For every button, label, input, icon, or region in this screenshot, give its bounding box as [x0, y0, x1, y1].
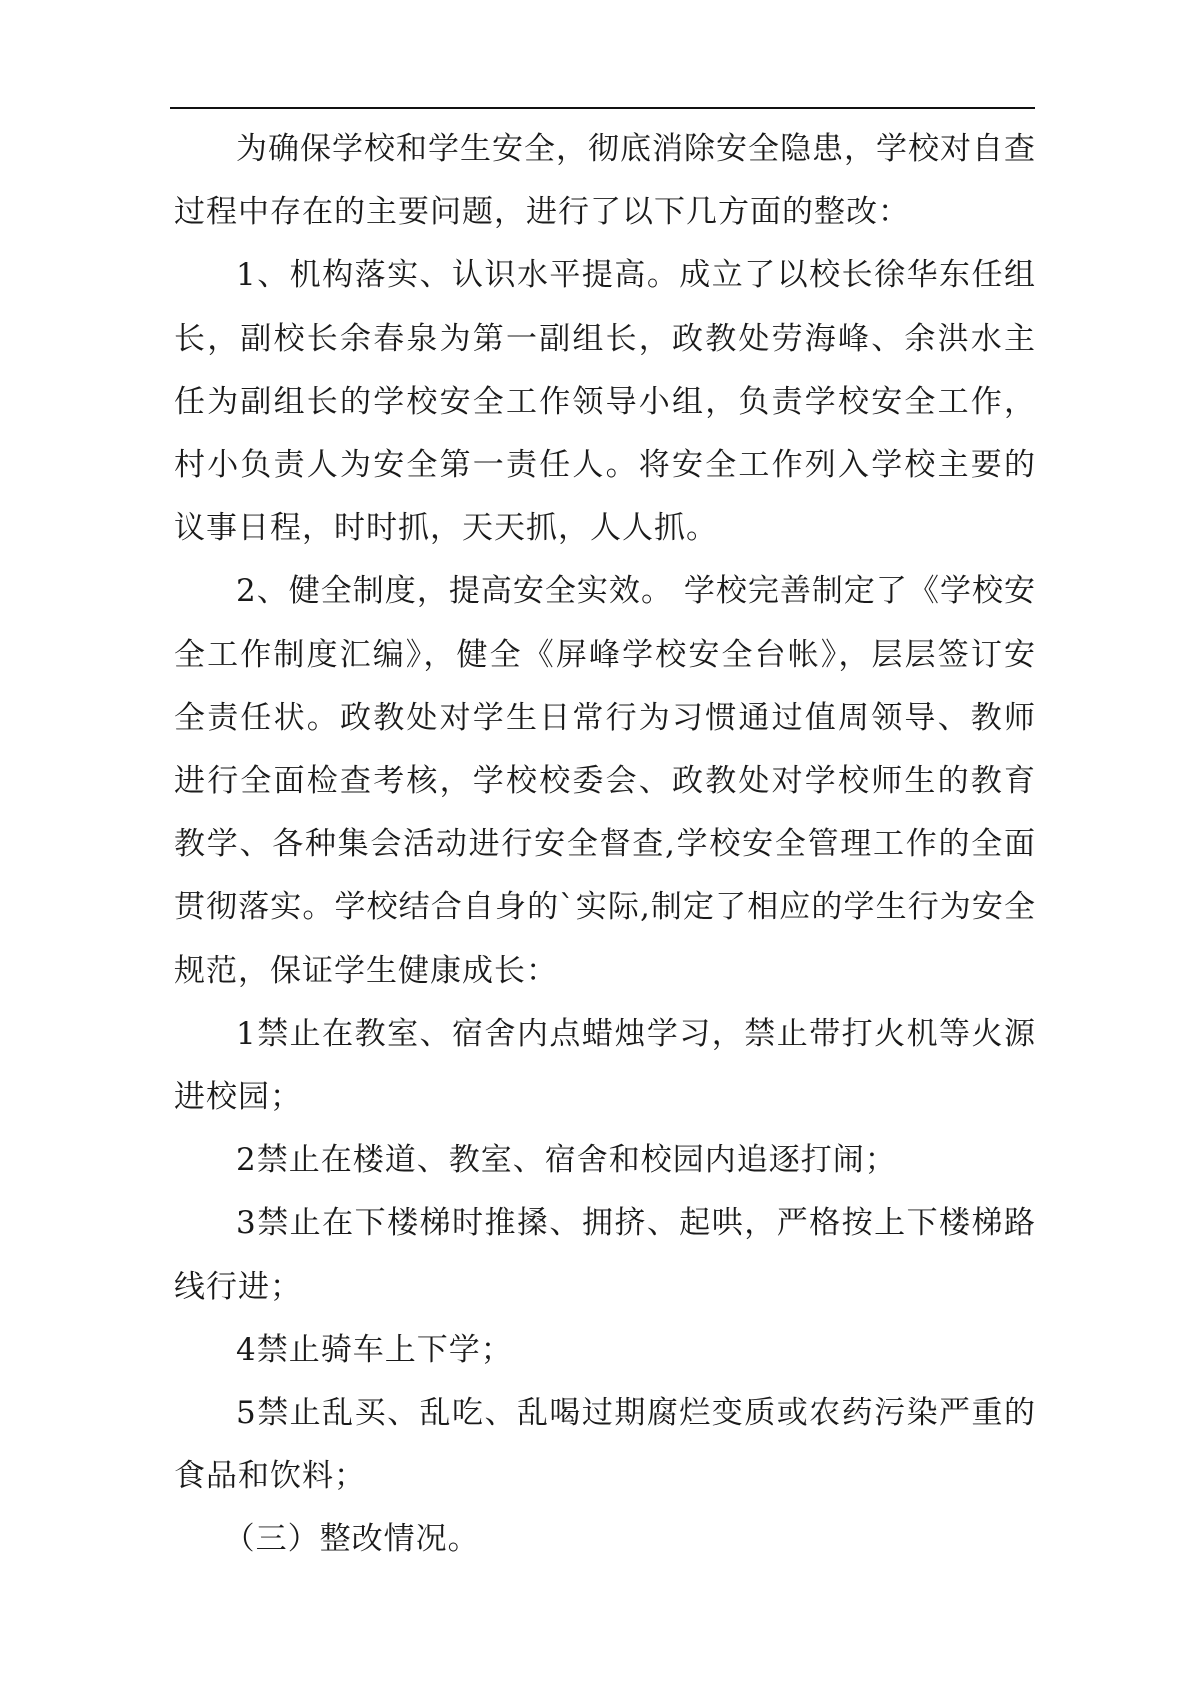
section-heading: （三）整改情况。 [223, 1521, 480, 1558]
header-rule [170, 107, 1035, 109]
rule-item-3: 3禁止在下楼梯时推搡、拥挤、起哄，严格按上下楼梯路线行进； [174, 1205, 1036, 1305]
rule-item-1: 1禁止在教室、宿舍内点蜡烛学习，禁止带打火机等火源进校园； [174, 1015, 1036, 1116]
rule-item-4: 4禁止骑车上下学； [236, 1331, 513, 1368]
paragraph-organization: 1、机构落实、认识水平提高。成立了以校长徐华东任组长，副校长余春泉为第一副组长，政教处劳海峰、余洪水主任为副组长的学校安全工作领导小组，负责学校安全工作，村小负责人为安全第一责任人。将安全工作列入学校主要的议事日程，时时抓，天天抓，人人抓。 [174, 257, 1036, 547]
paragraph-system: 2、健全制度，提高安全实效。 学校完善制定了《学校安全工作制度汇编》，健全《屏峰学校安全台帐》，层层签订安全责任状。政教处对学生日常行为习惯通过值周领导、教师进行全面检查考核，学校校委会、政教处对学校师生的教育教学、各种集会活动进行安全督查,学校安全管理工作的全面贯彻落实。学校结合自身的`实际,制定了相应的学生行为安全规范，保证学生健康成长： [174, 573, 1036, 989]
paragraph-intro: 为确保学校和学生安全，彻底消除安全隐患，学校对自查过程中存在的主要问题，进行了以下几方面的整改： [174, 131, 1036, 231]
rule-item-5: 5禁止乱买、乱吃、乱喝过期腐烂变质或农药污染严重的食品和饮料； [174, 1395, 1036, 1495]
rule-item-2: 2禁止在楼道、教室、宿舍和校园内追逐打闹； [236, 1142, 897, 1179]
document-body [174, 118, 1036, 1572]
